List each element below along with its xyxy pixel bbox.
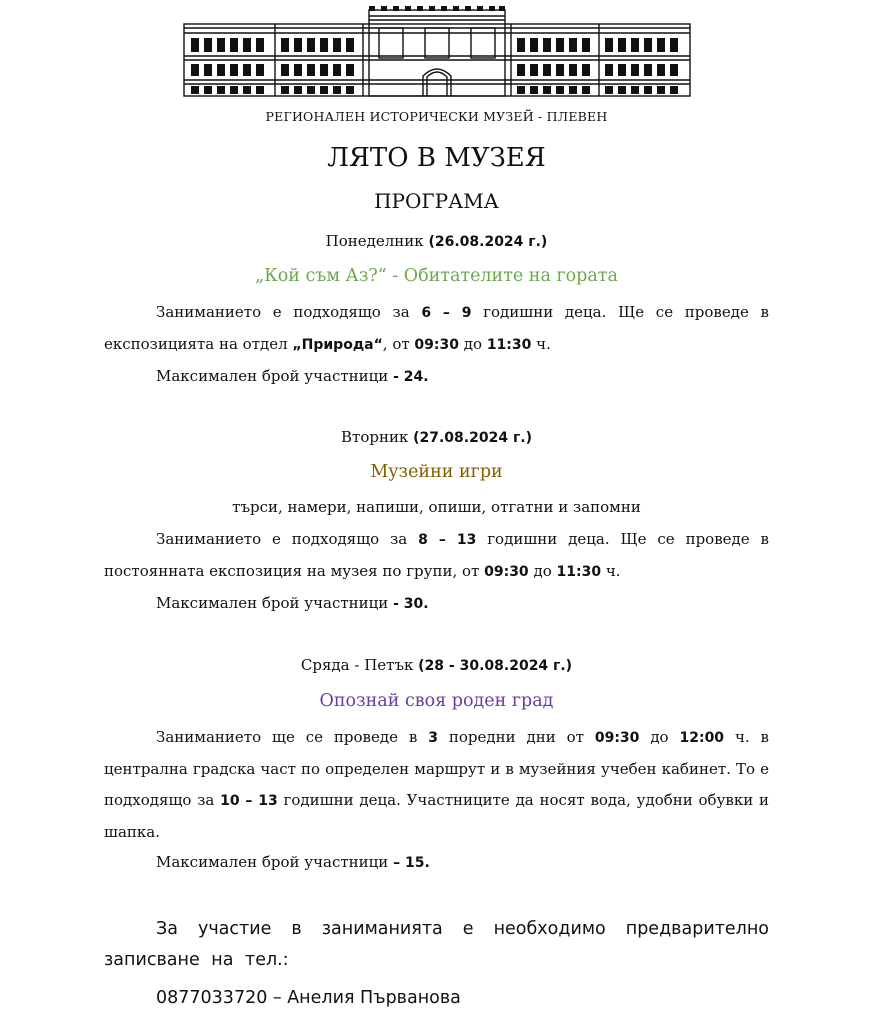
logo-window: [320, 38, 328, 52]
logo-window: [569, 64, 577, 76]
description-text: до: [528, 562, 557, 580]
highlighted-value: 8 – 13: [418, 532, 477, 548]
event-day-wed-fri: [0, 656, 873, 674]
logo-window: [644, 86, 652, 94]
program-subtitle: ПРОГРАМА: [374, 189, 499, 213]
max-participants-value: – 15.: [393, 855, 430, 871]
logo-window: [294, 64, 302, 76]
max-participants: [156, 853, 430, 871]
highlighted-value: „Природа“: [292, 337, 383, 353]
logo-window: [582, 38, 590, 52]
logo-window: [530, 64, 538, 76]
signup-text: За участие в заниманията е необходимо предварително записване на тел.:: [104, 919, 769, 970]
logo-window: [333, 86, 341, 94]
max-participants-label: Максимален брой участници: [156, 594, 389, 612]
description-text: поредни дни от: [437, 728, 595, 746]
event-date: (26.08.2024 г.): [428, 234, 548, 250]
highlighted-value: 09:30: [414, 337, 459, 353]
logo-window: [517, 86, 525, 94]
description-text: годишни деца. Ще се проведе в постоянната експозиция на музея по групи, от: [104, 530, 769, 580]
logo-window: [294, 38, 302, 52]
logo-window: [582, 64, 590, 76]
logo-window: [569, 38, 577, 52]
logo-window: [530, 38, 538, 52]
logo-window: [346, 38, 354, 52]
logo-window: [320, 64, 328, 76]
highlighted-value: 09:30: [484, 564, 529, 580]
logo-window: [631, 86, 639, 94]
logo-window: [631, 64, 639, 76]
logo-window: [243, 38, 251, 52]
event-day-label: Понеделник: [325, 232, 424, 250]
event-date: (28 - 30.08.2024 г.): [418, 658, 573, 674]
signup-note: [104, 914, 769, 976]
logo-window: [530, 86, 538, 94]
logo-window: [230, 86, 238, 94]
logo-window: [644, 64, 652, 76]
logo-window: [657, 86, 665, 94]
logo-window: [307, 86, 315, 94]
highlighted-value: 11:30: [486, 337, 532, 353]
logo-window: [281, 38, 289, 52]
logo-window: [217, 38, 225, 52]
logo-window: [657, 64, 665, 76]
logo-window: [243, 86, 251, 94]
max-participants-value: - 30.: [393, 596, 429, 612]
event-date: (27.08.2024 г.): [413, 430, 532, 446]
logo-window: [605, 86, 613, 94]
logo-window: [256, 38, 264, 52]
logo-window: [618, 38, 626, 52]
event-day-label: Вторник: [341, 428, 409, 446]
logo-window: [543, 64, 551, 76]
logo-window: [333, 38, 341, 52]
description-text: Заниманието е подходящо за: [156, 303, 422, 321]
logo-window: [217, 64, 225, 76]
max-participants-label: Максимален брой участници: [156, 367, 389, 385]
event-activity-title: Музейни игри: [370, 462, 503, 482]
event-activity-tags: търси, намери, напиши, опиши, отгатни и запомни: [232, 498, 641, 516]
description-text: , от: [382, 335, 415, 353]
logo-window: [294, 86, 302, 94]
logo-window: [256, 64, 264, 76]
event-description: [104, 524, 769, 588]
logo-window: [217, 86, 225, 94]
event-activity-title: „Кой съм Аз?“ - Обитателите на гората: [255, 266, 618, 286]
logo-window: [556, 64, 564, 76]
logo-window: [543, 38, 551, 52]
logo-window: [517, 64, 525, 76]
max-participants: [156, 594, 429, 612]
logo-window: [556, 86, 564, 94]
logo-window: [556, 38, 564, 52]
logo-window: [281, 64, 289, 76]
logo-window: [346, 64, 354, 76]
max-participants-label: Максимален брой участници: [156, 853, 389, 871]
logo-window: [281, 86, 289, 94]
logo-window: [204, 38, 212, 52]
description-text: ч.: [601, 562, 621, 580]
logo-window: [191, 38, 199, 52]
highlighted-value: 12:00: [679, 730, 725, 746]
highlighted-value: 11:30: [556, 564, 602, 580]
logo-window: [307, 38, 315, 52]
logo-window: [644, 38, 652, 52]
event-activity-title: Опознай своя роден град: [319, 691, 554, 711]
logo-window: [307, 64, 315, 76]
description-text: до: [459, 335, 487, 353]
max-participants: [156, 367, 429, 385]
description-text: ч. в централна градска част по определен маршрут и в музейния учебен кабинет. То е подходящо за: [104, 728, 769, 809]
event-description: [104, 722, 769, 848]
logo-window: [543, 86, 551, 94]
logo-window: [333, 64, 341, 76]
logo-window: [569, 86, 577, 94]
logo-window: [670, 64, 678, 76]
event-description: [104, 297, 769, 361]
event-day-label: Сряда - Петък: [300, 656, 414, 674]
logo-window: [204, 64, 212, 76]
description-text: Заниманието е подходящо за: [156, 530, 419, 548]
highlighted-value: 09:30: [594, 730, 640, 746]
highlighted-value: 10 – 13: [220, 793, 278, 809]
highlighted-value: 3: [428, 730, 438, 746]
max-participants-value: - 24.: [393, 369, 429, 385]
museum-name: РЕГИОНАЛЕН ИСТОРИЧЕСКИ МУЗЕЙ - ПЛЕВЕН: [265, 109, 608, 124]
description-text: годишни деца. Ще се проведе в експозицията на отдел: [104, 303, 769, 353]
description-text: Заниманието ще се проведе в: [156, 728, 429, 746]
logo-window: [230, 38, 238, 52]
museum-building-logo: [183, 6, 691, 98]
logo-window: [256, 86, 264, 94]
logo-window: [191, 64, 199, 76]
highlighted-value: 6 – 9: [421, 305, 472, 321]
page-title: ЛЯТО В МУЗЕЯ: [327, 143, 546, 173]
event-day-tuesday: [0, 428, 873, 446]
logo-window: [191, 86, 199, 94]
logo-window: [346, 86, 354, 94]
logo-window: [230, 64, 238, 76]
logo-window: [670, 38, 678, 52]
logo-window: [320, 86, 328, 94]
logo-window: [605, 64, 613, 76]
logo-window: [582, 86, 590, 94]
logo-window: [657, 38, 665, 52]
logo-window: [204, 86, 212, 94]
logo-window: [618, 86, 626, 94]
logo-window: [517, 38, 525, 52]
contact-phone: 0877033720 – Анелия Първанова: [156, 988, 461, 1008]
event-day-monday: [0, 232, 873, 250]
logo-window: [670, 86, 678, 94]
logo-window: [631, 38, 639, 52]
description-text: годишни деца. Участниците да носят вода, удобни обувки и шапка.: [104, 791, 769, 841]
logo-window: [605, 38, 613, 52]
logo-window: [243, 64, 251, 76]
description-text: ч.: [531, 335, 551, 353]
logo-window: [618, 64, 626, 76]
description-text: до: [639, 728, 680, 746]
